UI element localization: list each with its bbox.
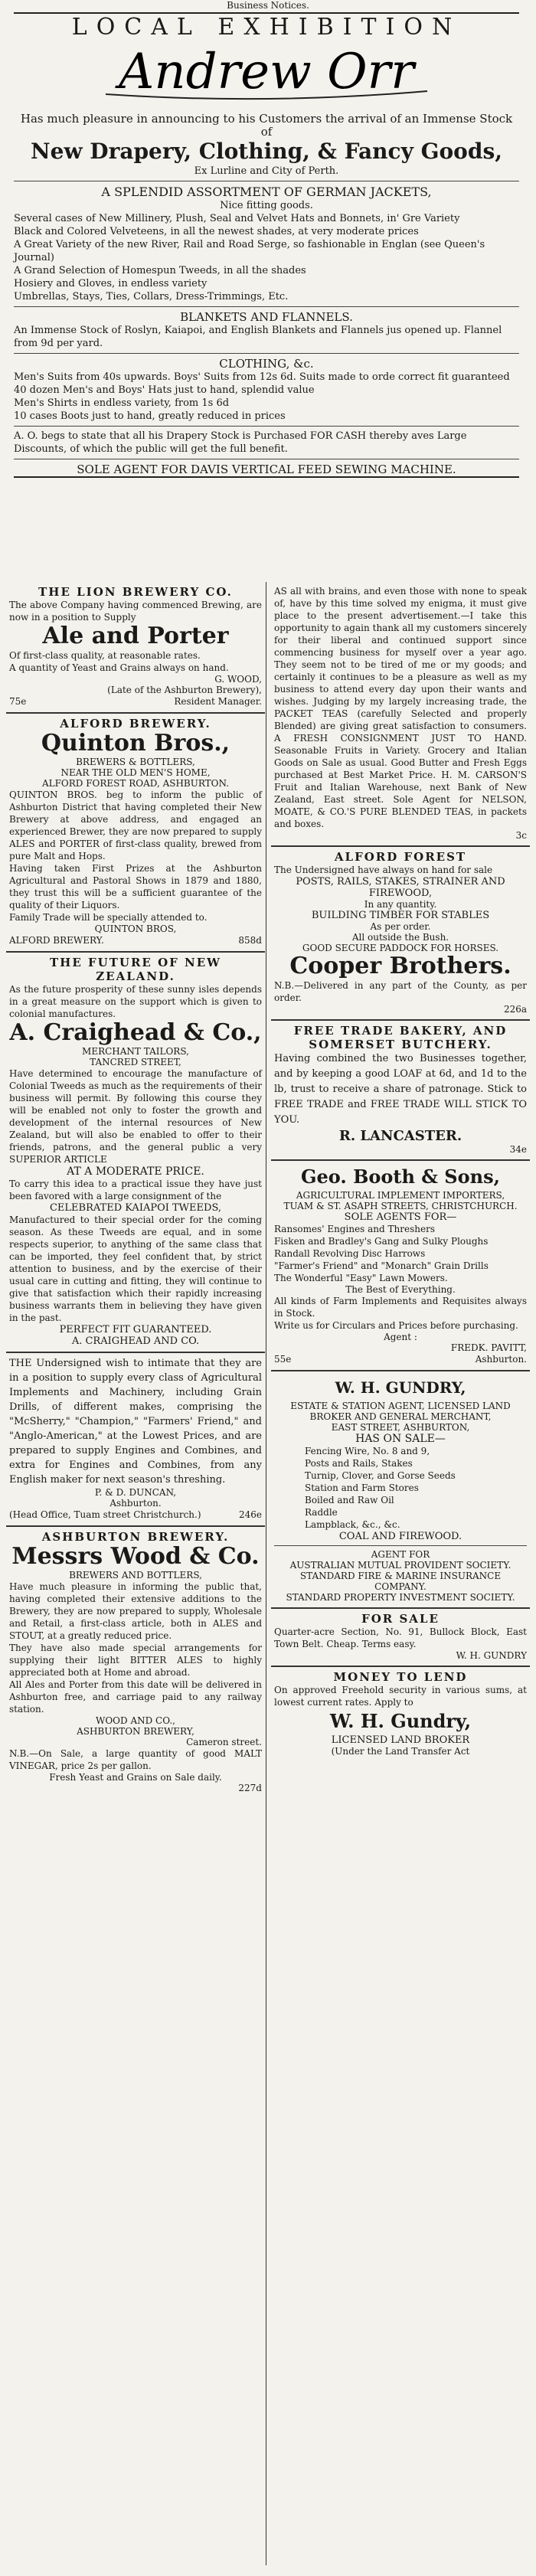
ad-sub: MERCHANT TAILORS, (82, 1046, 189, 1057)
ad-sub: POSTS, RAILS, STAKES, STRAINER AND FIREWOOD, (296, 876, 505, 899)
ad-name: W. H. GUNDRY, (335, 1378, 466, 1397)
list-item: Lampblack, &c., &c. (305, 1519, 400, 1530)
ad-ref: 246e (238, 1509, 262, 1520)
ad-signature: ASHBURTON BREWERY, (77, 1726, 194, 1737)
list-item: Black and Colored Velveteens, in all the newest shades, at very moderate prices (14, 226, 419, 237)
ad-text: Having combined the two Businesses together, and by keeping a good LOAF at 6d, and 1d to the lb, trust to receive a share of patronage. Stick to FREE TRADE and FREE TRADE WILL STICK TO YOU. (274, 1053, 527, 1126)
ad-heading: ALFORD BREWERY. (60, 717, 211, 731)
list-item: Men's Suits from 40s upwards. Boys' Suits from 12s 6d. Suits made to orde correct fit guaranteed (14, 371, 510, 383)
ad-heading: FOR SALE (361, 1612, 440, 1626)
ad-name: Quinton Bros., (41, 730, 230, 757)
ad-text: Have much pleasure in informing the public that, having completed their extensive additions to the Brewery, they are now prepared to supply, Wholesale and Retail, a first-class article, both in ALES and STOUT, at a greatly reduced price. (9, 1581, 262, 1641)
list-item: Posts and Rails, Stakes (305, 1458, 413, 1469)
ad-signature: ALFORD BREWERY. (9, 935, 104, 946)
ad-signature: A. CRAIGHEAD AND CO. (71, 1335, 200, 1347)
ad-sub: BUILDING TIMBER FOR STABLES (311, 910, 490, 921)
ad-signature: Resident Manager. (174, 696, 262, 707)
exhibition-title: LOCAL EXHIBITION (71, 14, 462, 41)
cash-note: A. O. begs to state that all his Drapery Stock is Purchased FOR CASH thereby aves Large Discounts, of which the public will get the full benefit. (14, 430, 467, 455)
signature-logo (14, 41, 519, 110)
blankets-head: BLANKETS AND FLANNELS. (180, 310, 353, 324)
ad-footer: Fresh Yeast and Grains on Sale daily. (49, 1772, 222, 1783)
ad-ref: 227d (238, 1783, 262, 1793)
ad-sub: As per order. (370, 921, 431, 932)
ad-heading: THE LION BREWERY CO. (38, 585, 233, 599)
ad-text: All Ales and Porter from this date will be delivered in Ashburton free, and carriage paid to any railway station. (9, 1679, 262, 1715)
ad-text: Manufactured to their special order for the coming season. As these Tweeds are equal, and in some respects superior, to anything of the same class that can be imported, they feel confident that, by strict attention to business, and by the exercise of their usual care in cutting and fitting, they will continue to give that satisfaction which their rapidly increasing business warrants them in believing they have given in the past. (9, 1214, 262, 1323)
lion-brewery-ad (6, 582, 265, 714)
ad-ref: 858d (238, 935, 262, 946)
ad-sub: SOLE AGENTS FOR— (344, 1211, 457, 1223)
ad-ref: 34e (509, 1144, 527, 1155)
jackets-head: A SPLENDID ASSORTMENT OF GERMAN JACKETS, (101, 185, 432, 199)
ad-text: The above Company having commenced Brewing, are now in a position to Supply (9, 600, 262, 623)
clothing-head: CLOTHING, &c. (219, 357, 314, 371)
exhibition-lines-1 (14, 212, 519, 303)
ad-ref: 3c (515, 830, 527, 841)
ad-sub: ALFORD FOREST ROAD, ASHBURTON. (41, 778, 230, 789)
ad-sub: PERFECT FIT GUARANTEED. (59, 1324, 212, 1335)
alford-brewery-ad (6, 714, 265, 953)
duncan-ad (6, 1353, 265, 1527)
ad-signature: W. H. GUNDRY (456, 1650, 527, 1661)
list-item: 10 cases Boots just to hand, greatly reduced in prices (14, 410, 286, 422)
booth-list (274, 1223, 527, 1284)
money-to-lend-ad (271, 1667, 530, 1761)
ad-text: QUINTON BROS. beg to inform the public of Ashburton District that having completed their New Brewery at above address, and engaged an experienced Brewer, they are now prepared to supply ALES and PORTER of first-class quality, brewed from pure Malt and Hops. (9, 789, 262, 861)
ad-text: A quantity of Yeast and Grains always on hand. (9, 662, 229, 673)
ad-sub: BREWERS & BOTTLERS, (76, 757, 195, 767)
for-sale-ad (271, 1609, 530, 1667)
cooper-ad (271, 847, 530, 1021)
list-item: STANDARD FIRE & MARINE INSURANCE COMPANY. (299, 1571, 502, 1592)
jackets-sub: Nice fitting goods. (220, 200, 313, 211)
ad-signature: G. WOOD, (214, 674, 262, 685)
ad-heading: THE FUTURE OF NEW ZEALAND. (49, 956, 221, 983)
list-item: Turnip, Clover, and Gorse Seeds (305, 1470, 456, 1481)
ad-text: As the future prosperity of these sunny isles depends in a great measure on the support which is given to colonial manufactures. (9, 984, 262, 1019)
ad-signature: (Late of the Ashburton Brewery), (107, 685, 262, 695)
tea-ad (271, 582, 530, 847)
ad-text: Having taken First Prizes at the Ashburton Agricultural and Pastoral Shows in 1879 and 1880, they trust this will be a sufficient guarantee of the quality of their Liquors. (9, 863, 262, 910)
list-item: AUSTRALIAN MUTUAL PROVIDENT SOCIETY. (289, 1560, 511, 1571)
ad-heading: ASHBURTON BREWERY. (41, 1530, 230, 1544)
ad-name: W. H. Gundry, (329, 1710, 472, 1732)
ad-name: Ale and Porter (42, 623, 229, 649)
ad-ref: 226a (503, 1004, 527, 1015)
ad-text: THE Undersigned wish to intimate that they are in a position to supply every class of Agricultural Implements and Machinery, including Grain Drills, of different makes, comprising the "McSherry," "Champion," "Farmers' Friend," and "Anglo-American," at the Lowest Prices, and are prepared to supply Engines and Combines, and extra for Engines and Combines, from any English maker for next season's threshing. (9, 1358, 262, 1486)
ad-name: Geo. Booth & Sons, (301, 1165, 500, 1188)
list-item: Fisken and Bradley's Gang and Sulky Ploughs (274, 1236, 489, 1247)
gundry-ad (271, 1371, 530, 1609)
ad-text: AS all with brains, and even those with none to speak of, have by this time solved my enigma, it must give place to the present advertisement.—I take this opportunity to again thank all my customers sincerely for their liberal and continued support since commencing business for myself over a year ago. They seem not to be tired of me or my goods; and certainly it continues to be a pleasure as well as my business to attend every day upon their wants and wishes. Judging by my largely increasing trade, the PACKET TEAS (carefully Selected and properly Blended) are giving great satisfaction to consumers. A FRESH CONSIGNMENT JUST TO HAND. Seasonable Fruits in Variety. Grocery and Italian Goods on Sale as usual. Good Butter and Fresh Eggs purchased at Best Market Price. H. M. CARSON'S Fruit and Italian Warehouse, next Bank of New Zealand, East street. Sole Agent for NELSON, MOATE, & CO.'S PURE BLENDED TEAS, in packets and boxes. (274, 586, 527, 829)
ad-text: Family Trade will be specially attended to. (9, 912, 208, 923)
gundry-list (274, 1445, 527, 1531)
exhibition-intro: Has much pleasure in announcing to his Customers the arrival of an Immense Stock of (20, 112, 513, 139)
ad-signature: Ashburton. (475, 1354, 527, 1365)
ad-heading: MONEY TO LEND (333, 1670, 468, 1684)
ad-sub: GOOD SECURE PADDOCK FOR HORSES. (302, 943, 499, 953)
ad-name: Cooper Brothers. (289, 953, 511, 979)
ad-text: The Undersigned have always on hand for sale (274, 865, 493, 875)
ad-sub: AT A MODERATE PRICE. (67, 1165, 204, 1178)
ad-text: Quarter-acre Section, No. 91, Bullock Block, East Town Belt. Cheap. Terms easy. (274, 1626, 527, 1649)
signature-text: Andrew Orr (119, 44, 414, 100)
ad-sub: AGRICULTURAL IMPLEMENT IMPORTERS, (296, 1190, 505, 1201)
ad-sub: The Best of Everything. (345, 1284, 456, 1295)
bottom-rule (14, 476, 519, 478)
list-item: Umbrellas, Stays, Ties, Collars, Dress-Trimmings, Etc. (14, 291, 289, 302)
ad-sub: CELEBRATED KAIAPOI TWEEDS, (49, 1202, 222, 1214)
agent-line: SOLE AGENT FOR DAVIS VERTICAL FEED SEWING MACHINE. (77, 463, 456, 476)
ad-signature: P. & D. DUNCAN, (94, 1487, 177, 1498)
lancaster-ad (271, 1021, 530, 1161)
list-item: Randall Revolving Disc Harrows (274, 1248, 426, 1259)
ad-sub: HAS ON SALE— (355, 1433, 446, 1445)
ad-signature: WOOD AND CO., (96, 1715, 175, 1726)
divider (14, 353, 519, 354)
ad-sub: AGENT FOR (371, 1549, 430, 1560)
ad-signature: (Head Office, Tuam street Christchurch.) (9, 1509, 201, 1520)
ad-text: N.B.—Delivered in any part of the County, as per order. (274, 980, 527, 1003)
ad-text: All kinds of Farm Implements and Requisites always in Stock. (274, 1296, 527, 1319)
exhibition-ad (14, 12, 519, 478)
ad-sub: In any quantity. (364, 899, 437, 910)
ad-sub: NEAR THE OLD MEN'S HOME, (60, 767, 211, 778)
ad-sub: LICENSED LAND BROKER (331, 1734, 470, 1746)
ad-text: Have determined to encourage the manufacture of Colonial Tweeds as much as the requirements of their business will permit. By following this course they will be enabled not only to foster the growth and development of the internal resources of New Zealand, but will also be enabled to offer to their friends, patrons, and the general public a very SUPERIOR ARTICLE (9, 1068, 262, 1165)
ad-sub: EAST STREET, ASHBURTON, (331, 1422, 470, 1433)
booth-ad (271, 1161, 530, 1371)
ad-sub: TANCRED STREET, (90, 1057, 181, 1067)
list-item: STANDARD PROPERTY INVESTMENT SOCIETY. (286, 1592, 515, 1603)
blankets-text: An Immense Stock of Roslyn, Kaiapoi, and English Blankets and Flannels jus opened up. Flannel from 9d per yard. (14, 325, 502, 349)
right-column (271, 582, 530, 1761)
ad-sub: All outside the Bush. (351, 932, 449, 943)
list-item: Station and Farm Stores (305, 1483, 419, 1493)
list-item: The Wonderful "Easy" Lawn Mowers. (274, 1273, 448, 1283)
ad-heading: SOMERSET BUTCHERY. (309, 1038, 492, 1051)
running-head: Business Notices. (227, 0, 309, 11)
ashburton-brewery-ad (6, 1527, 265, 1798)
ad-ref: 75e (9, 696, 27, 707)
list-item: Men's Shirts in endless variety, from 1s 6d (14, 397, 230, 409)
ad-sub: Agent : (384, 1332, 417, 1342)
list-item: Ransomes' Engines and Threshers (274, 1224, 435, 1234)
list-item: 40 dozen Men's and Boys' Hats just to hand, splendid value (14, 384, 315, 396)
left-column (6, 582, 265, 1798)
ad-sub: COAL AND FIREWOOD. (338, 1531, 462, 1542)
list-item: Hosiery and Gloves, in endless variety (14, 278, 208, 289)
craighead-ad (6, 953, 265, 1353)
ad-ref: 55e (274, 1354, 292, 1365)
ad-signature: Cameron street. (186, 1737, 262, 1747)
exhibition-source: Ex Lurline and City of Perth. (194, 165, 339, 177)
ad-name: Messrs Wood & Co. (11, 1543, 260, 1570)
list-item: Boiled and Raw Oil (305, 1495, 394, 1505)
ad-sub: (Under the Land Transfer Act (331, 1746, 470, 1757)
list-item: Fencing Wire, No. 8 and 9, (305, 1446, 430, 1456)
ad-signature: QUINTON BROS, (94, 924, 177, 934)
list-item: Several cases of New Millinery, Plush, Seal and Velvet Hats and Bonnets, in' Gre Variety (14, 213, 460, 224)
divider (274, 1545, 527, 1546)
divider (14, 426, 519, 427)
ad-sub: ESTATE & STATION AGENT, LICENSED LAND BROKER AND GENERAL MERCHANT, (290, 1401, 511, 1422)
ad-signature: FREDK. PAVITT, (450, 1342, 527, 1353)
list-item: "Farmer's Friend" and "Monarch" Grain Drills (274, 1260, 489, 1271)
list-item: A Great Variety of the new River, Rail and Road Serge, so fashionable in Englan (see Queen's Journal) (14, 239, 485, 263)
clothing-lines (14, 371, 519, 423)
ad-heading: FREE TRADE BAKERY, AND (293, 1024, 508, 1038)
ad-text: On approved Freehold security in various sums, at lowest current rates. Apply to (274, 1685, 527, 1708)
ad-sub: BREWERS AND BOTTLERS, (69, 1570, 202, 1581)
ad-name: R. LANCASTER. (338, 1128, 462, 1144)
list-item: Raddle (305, 1507, 338, 1518)
ad-heading: ALFORD FOREST (334, 850, 467, 864)
exhibition-headline: New Drapery, Clothing, & Fancy Goods, (31, 139, 502, 164)
ad-sub: TUAM & ST. ASAPH STREETS, CHRISTCHURCH. (283, 1201, 518, 1211)
ad-text: To carry this idea to a practical issue they have just been favored with a large consignment of the (9, 1178, 262, 1201)
list-item: A Grand Selection of Homespun Tweeds, in all the shades (14, 265, 306, 276)
ad-name: A. Craighead & Co., (9, 1019, 262, 1046)
ad-signature: Ashburton. (109, 1498, 162, 1509)
ad-text: They have also made special arrangements for supplying their light BITTER ALES to highly appreciated both at Home and abroad. (9, 1643, 262, 1678)
ad-text: Write us for Circulars and Prices before purchasing. (274, 1320, 518, 1331)
ad-text: Of first-class quality, at reasonable rates. (9, 650, 201, 661)
divider (14, 306, 519, 307)
ad-text: N.B.—On Sale, a large quantity of good MALT VINEGAR, price 2s per gallon. (9, 1748, 262, 1771)
